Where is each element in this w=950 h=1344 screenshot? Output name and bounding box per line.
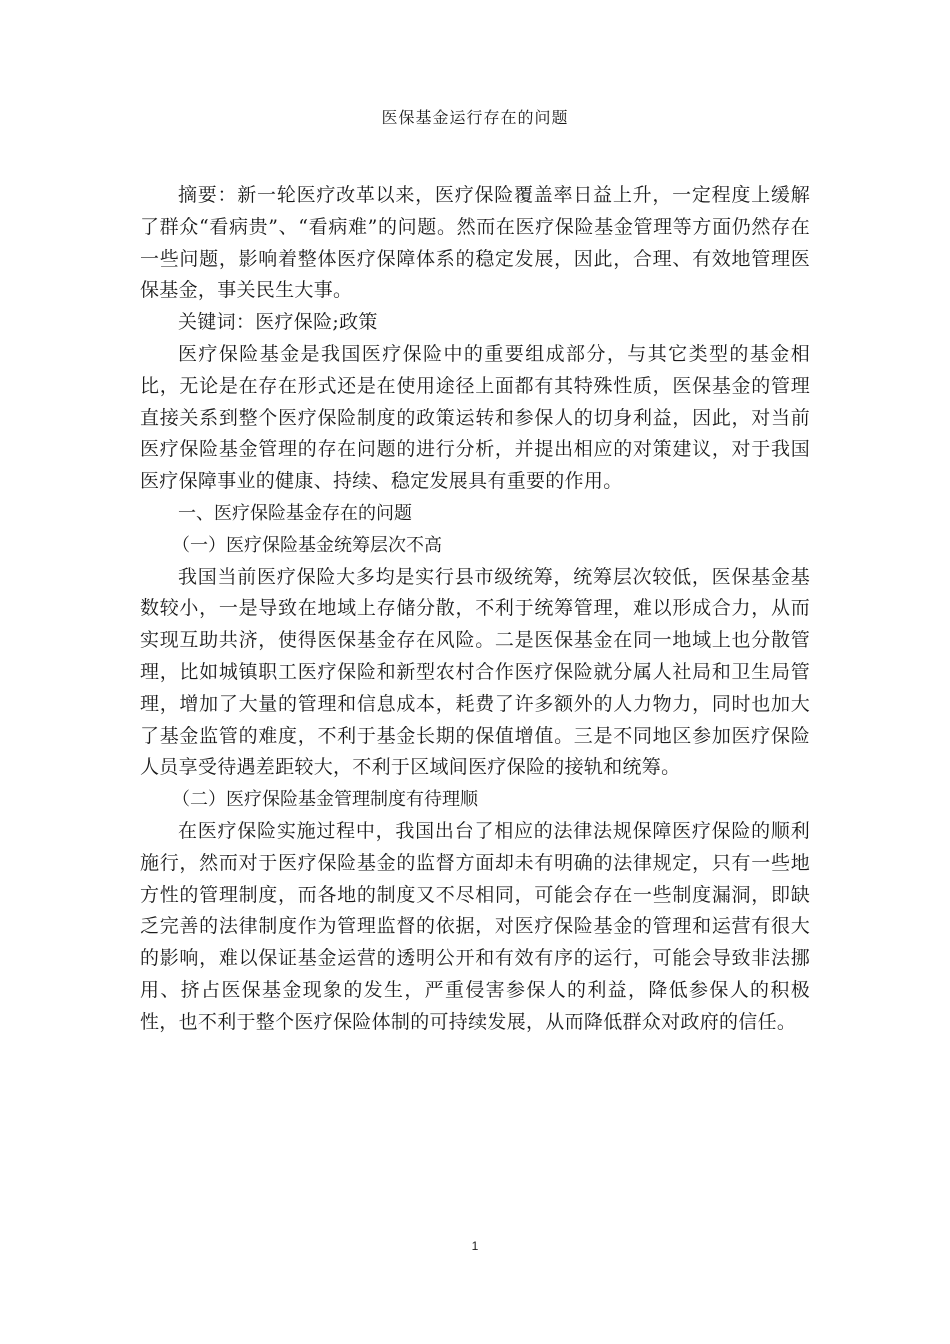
document-body: [140, 180, 810, 1039]
keywords-paragraph: 关键词：医疗保险;政策: [178, 311, 378, 334]
subsection-heading-1: （一）医疗保险基金统筹层次不高: [172, 534, 442, 556]
subsection-2-paragraph: 在医疗保险实施过程中，我国出台了相应的法律法规保障医疗保险的顺利施行，然而对于医疗保险基金的监督方面却未有明确的法律规定，只有一些地方性的管理制度，而各地的制度又不尽相同，可能会存在一些制度漏洞，即缺乏完善的法律制度作为管理监督的依据，对医疗保险基金的管理和运营有很大的影响，难以保证基金运营的透明公开和有效有序的运行，可能会导致非法挪用、挤占医保基金现象的发生，严重侵害参保人的利益，降低参保人的积极性，也不利于整个医疗保险体制的可持续发展，从而降低群众对政府的信任。: [140, 819, 810, 1033]
subsection-1-paragraph: 我国当前医疗保险大多均是实行县市级统筹，统筹层次较低，医保基金基数较小，一是导致在地域上存储分散，不利于统筹管理，难以形成合力，从而实现互助共济，使得医保基金存在风险。二是医保基金在同一地域上也分散管理，比如城镇职工医疗保险和新型农村合作医疗保险就分属人社局和卫生局管理，增加了大量的管理和信息成本，耗费了许多额外的人力物力，同时也加大了基金监管的难度，不利于基金长期的保值增值。三是不同地区参加医疗保险人员享受待遇差距较大，不利于区域间医疗保险的接轨和统筹。: [140, 565, 810, 779]
section-heading-1: 一、医疗保险基金存在的问题: [178, 502, 412, 524]
document-title: 医保基金运行存在的问题: [381, 108, 569, 127]
subsection-heading-2: （二）医疗保险基金管理制度有待理顺: [172, 789, 478, 811]
page-number: 1: [471, 1239, 479, 1253]
abstract-paragraph: 摘要：新一轮医疗改革以来，医疗保险覆盖率日益上升，一定程度上缓解了群众“看病贵”、“看病难”的问题。然而在医疗保险基金管理等方面仍然存在一些问题，影响着整体医疗保障体系的稳定发展，因此，合理、有效地管理医保基金，事关民生大事。: [140, 184, 810, 302]
intro-paragraph: 医疗保险基金是我国医疗保险中的重要组成部分，与其它类型的基金相比，无论是在存在形式还是在使用途径上面都有其特殊性质，医保基金的管理直接关系到整个医疗保险制度的政策运转和参保人的切身利益，因此，对当前医疗保险基金管理的存在问题的进行分析，并提出相应的对策建议，对于我国医疗保障事业的健康、持续、稳定发展具有重要的作用。: [140, 342, 810, 493]
